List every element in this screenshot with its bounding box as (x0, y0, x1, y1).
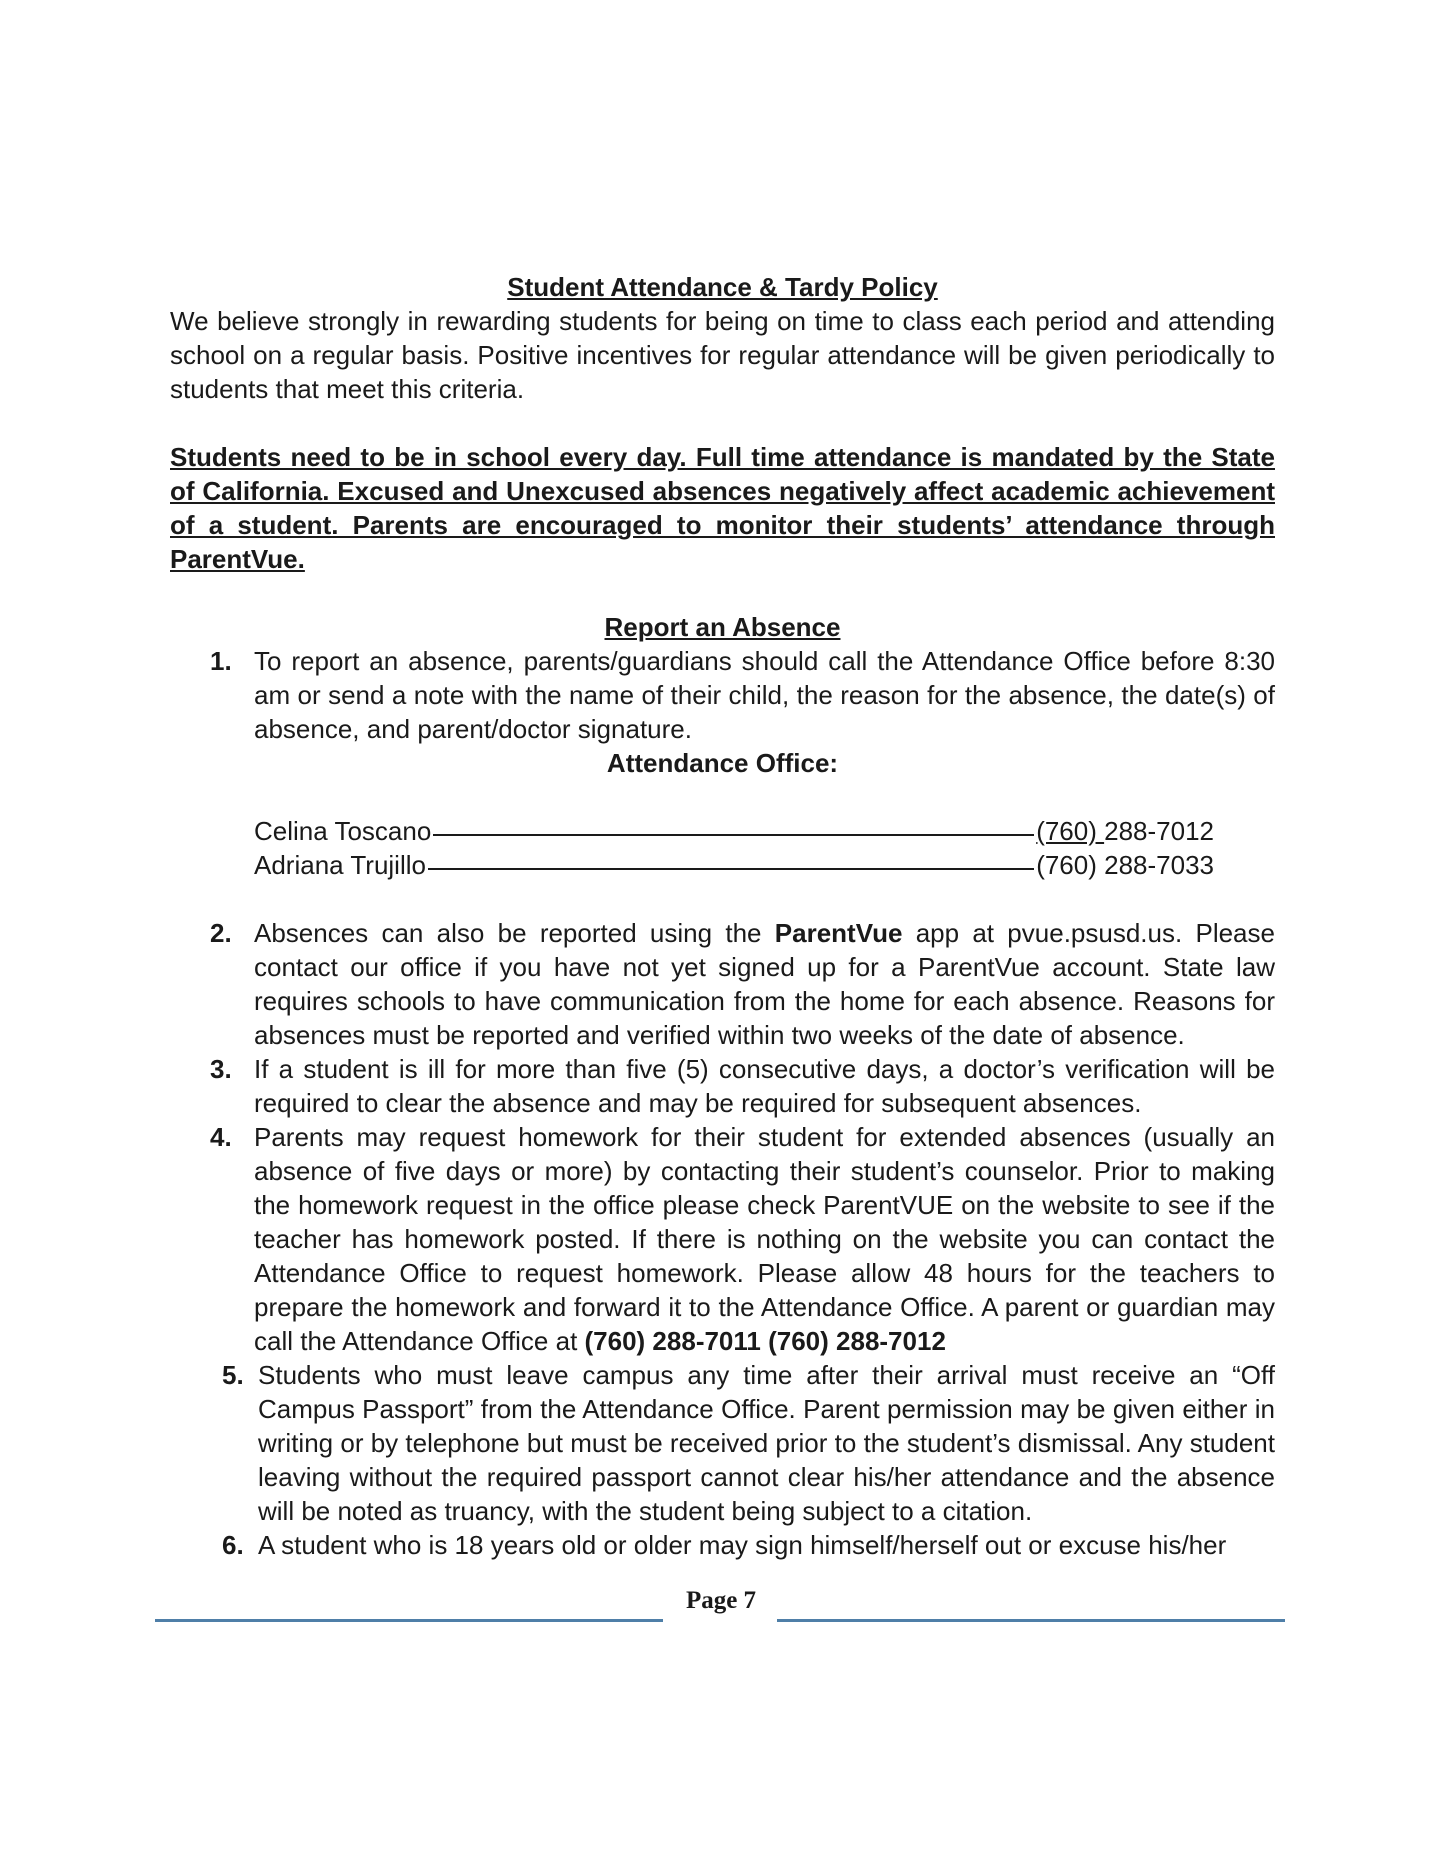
list-item (170, 916, 1275, 1052)
list-item-text-part: Parents may request homework for their student for extended absences (usually an absence of five days or more) by contacting their student’s counselor. Prior to making the homework request in the office please check ParentVUE on the website to see if the teacher has homework posted. If there is nothing on the website you can contact the Attendance Office to request homework. Please allow 48 hours for the teachers to prepare the homework and forward it to the Attendance Office. A parent or guardian may call the Attendance Office at (254, 1122, 1275, 1356)
list-item (170, 1052, 1275, 1120)
list-item-text-part: app at pvue.psusd.us. Please contact our office if you have not yet signed up for a ParentVue account. State law requires schools to have communication from the home for each absence. Reasons for absences must be reported and verified within two weeks of the date of absence. (254, 918, 1275, 1050)
footer-rule-left (155, 1619, 663, 1622)
absence-steps-list-continued (170, 916, 1275, 1562)
list-item-text: A student who is 18 years old or older may sign himself/herself out or excuse his/her (258, 1530, 1227, 1560)
contact-row (254, 814, 1214, 848)
list-item-number: 6. (222, 1530, 244, 1560)
mandate-paragraph: Students need to be in school every day. Full time attendance is mandated by the State of California. Excused and Unexcused absences negatively affect academic achievement of a student. Parents are encouraged to monitor their students’ attendance through ParentVue. (170, 442, 1275, 574)
list-item-text (254, 1122, 1275, 1356)
contact-phone-number: (760) 288-7033 (1036, 850, 1214, 880)
contact-leader-line (428, 868, 1034, 870)
list-item (170, 1528, 1275, 1562)
absence-steps-list (170, 644, 1275, 746)
contact-name: Celina Toscano (254, 816, 432, 846)
list-item-number: 4. (210, 1122, 232, 1152)
list-item (170, 1358, 1275, 1528)
list-item-number: 2. (210, 918, 232, 948)
list-item (170, 644, 1275, 746)
parentvue-app-name: ParentVue (774, 918, 903, 948)
page-footer (155, 1583, 1285, 1623)
list-item-text-part: Absences can also be reported using the (254, 918, 775, 948)
contact-phone-number: 288-7012 (1104, 816, 1214, 846)
contact-phone-area: (760) (1036, 816, 1105, 846)
contact-phone (1036, 814, 1214, 848)
list-item-number: 5. (222, 1360, 244, 1390)
contact-leader-line (433, 834, 1034, 836)
report-absence-heading: Report an Absence (604, 612, 841, 642)
spacer (170, 882, 1275, 916)
contact-row (254, 848, 1214, 882)
page-number: Page 7 (685, 1587, 757, 1614)
contact-name: Adriana Trujillo (254, 850, 426, 880)
list-item-text (254, 918, 1275, 1050)
attendance-phone-numbers: (760) 288-7011 (760) 288-7012 (584, 1326, 946, 1356)
list-item-text: To report an absence, parents/guardians should call the Attendance Office before 8:30 am or send a note with the name of their child, the reason for the absence, the date(s) of absence, and parent/doctor signature. (254, 646, 1275, 744)
page-title: Student Attendance & Tardy Policy (507, 272, 938, 302)
page-content (170, 270, 1275, 1562)
list-item-number: 3. (210, 1054, 232, 1084)
attendance-contacts (254, 814, 1214, 882)
intro-paragraph: We believe strongly in rewarding students for being on time to class each period and attending school on a regular basis. Positive incentives for regular attendance will be given periodically to students that meet this criteria. (170, 306, 1275, 404)
list-item-number: 1. (210, 646, 232, 676)
contact-phone (1036, 848, 1214, 882)
list-item-text: Students who must leave campus any time after their arrival must receive an “Off Campus Passport” from the Attendance Office. Parent permission may be given either in writing or by telephone but must be received prior to the student’s dismissal. Any student leaving without the required passport cannot clear his/her attendance and the absence will be noted as truancy, with the student being subject to a citation. (258, 1360, 1275, 1526)
attendance-office-heading: Attendance Office: (606, 748, 839, 778)
footer-rule-right (777, 1619, 1285, 1622)
list-item-text: If a student is ill for more than five (5) consecutive days, a doctor’s verification will be required to clear the absence and may be required for subsequent absences. (254, 1054, 1275, 1118)
list-item (170, 1120, 1275, 1358)
